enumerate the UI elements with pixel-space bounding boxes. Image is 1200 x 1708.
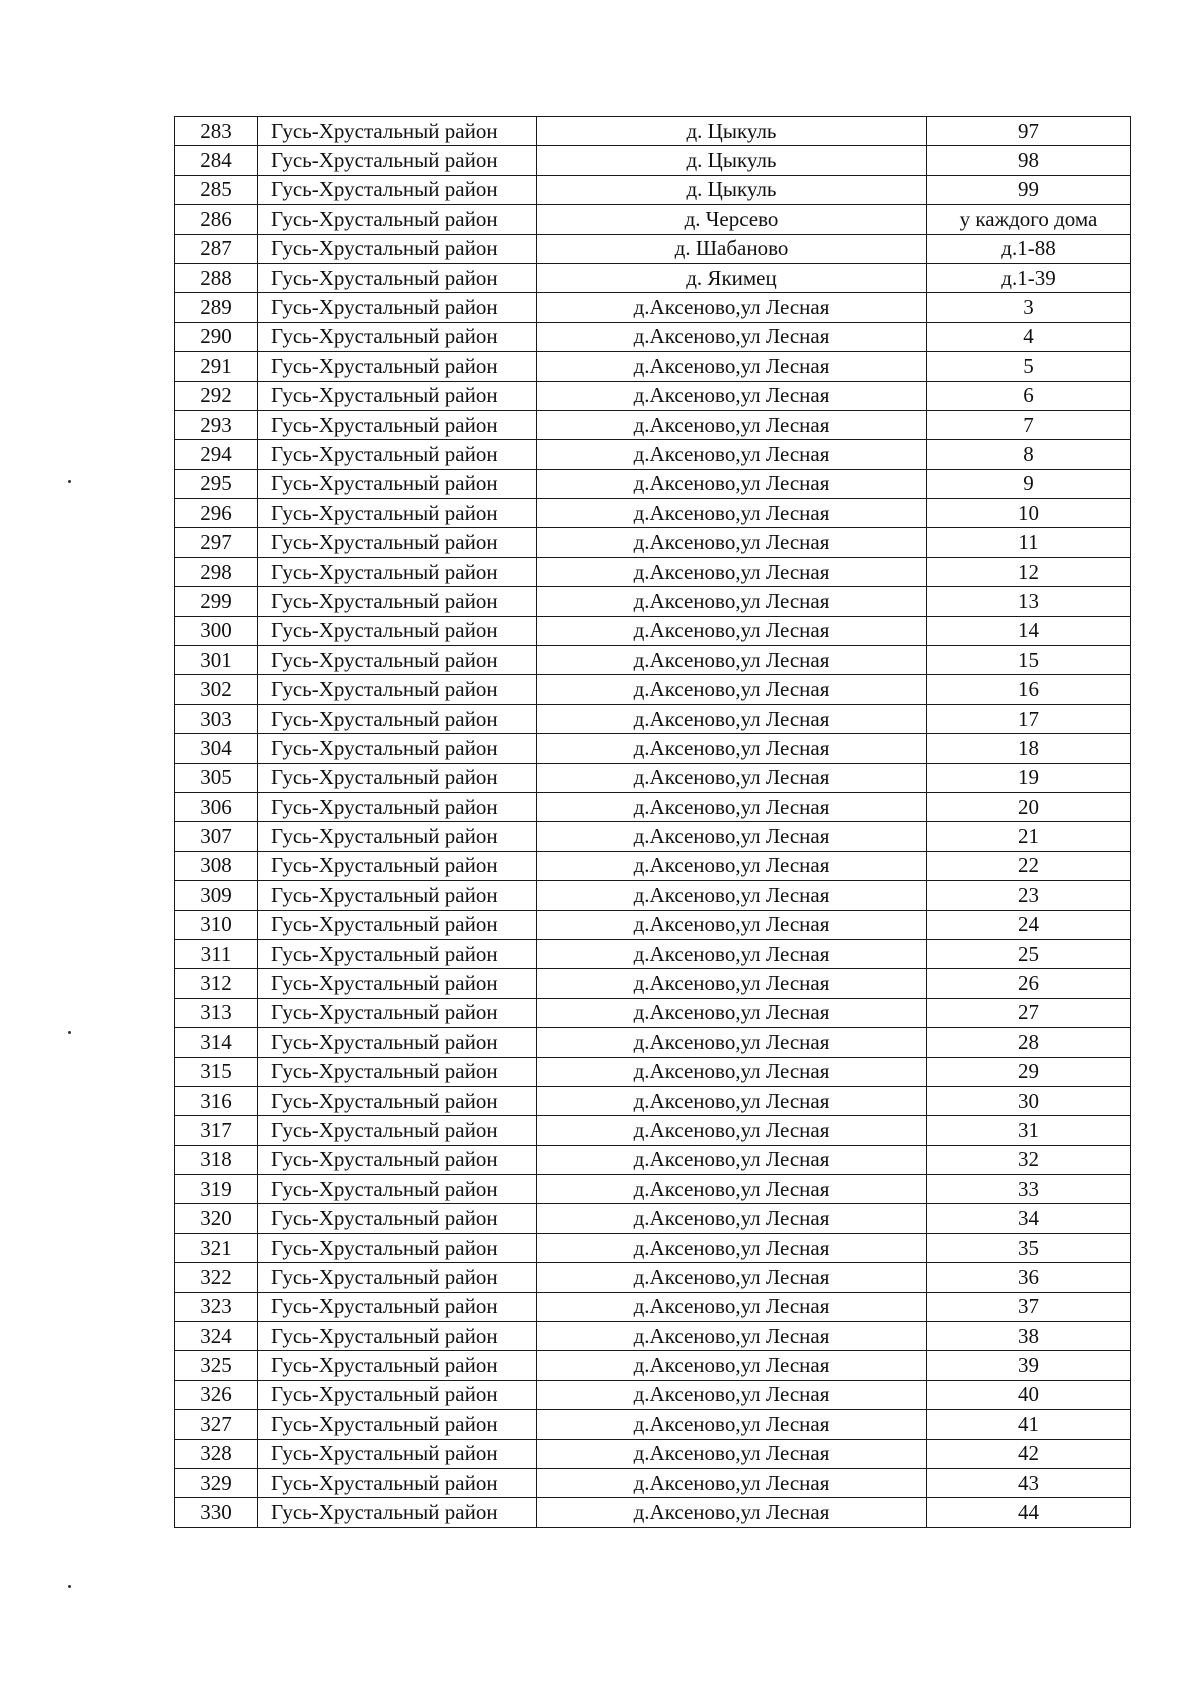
- row-number-cell: 315: [175, 1057, 258, 1086]
- row-number-cell: 305: [175, 763, 258, 792]
- house-number-cell: 13: [927, 587, 1131, 616]
- house-number-cell: 9: [927, 469, 1131, 498]
- table-row: [175, 263, 1131, 292]
- house-number-cell: 3: [927, 293, 1131, 322]
- locality-cell: д.Аксеново,ул Лесная: [537, 616, 927, 645]
- row-number-cell: 287: [175, 234, 258, 263]
- row-number-cell: 317: [175, 1116, 258, 1145]
- locality-cell: д.Аксеново,ул Лесная: [537, 939, 927, 968]
- house-number-cell: 43: [927, 1468, 1131, 1497]
- row-number-cell: 313: [175, 998, 258, 1027]
- table-row: [175, 1175, 1131, 1204]
- row-number-cell: 311: [175, 939, 258, 968]
- district-cell: Гусь-Хрустальный район: [258, 440, 537, 469]
- locality-cell: д. Цыкуль: [537, 146, 927, 175]
- locality-cell: д.Аксеново,ул Лесная: [537, 998, 927, 1027]
- locality-cell: д.Аксеново,ул Лесная: [537, 851, 927, 880]
- locality-cell: д.Аксеново,ул Лесная: [537, 675, 927, 704]
- locality-cell: д.Аксеново,ул Лесная: [537, 1498, 927, 1527]
- house-number-cell: 37: [927, 1292, 1131, 1321]
- district-cell: Гусь-Хрустальный район: [258, 469, 537, 498]
- table-row: [175, 146, 1131, 175]
- house-number-cell: 6: [927, 381, 1131, 410]
- table-row: [175, 1086, 1131, 1115]
- district-cell: Гусь-Хрустальный район: [258, 675, 537, 704]
- row-number-cell: 294: [175, 440, 258, 469]
- locality-cell: д.Аксеново,ул Лесная: [537, 1322, 927, 1351]
- district-cell: Гусь-Хрустальный район: [258, 1292, 537, 1321]
- locality-cell: д.Аксеново,ул Лесная: [537, 499, 927, 528]
- table-row: [175, 1145, 1131, 1174]
- locality-cell: д.Аксеново,ул Лесная: [537, 322, 927, 351]
- house-number-cell: 16: [927, 675, 1131, 704]
- table-row: [175, 322, 1131, 351]
- row-number-cell: 316: [175, 1086, 258, 1115]
- district-cell: Гусь-Хрустальный район: [258, 646, 537, 675]
- district-cell: Гусь-Хрустальный район: [258, 117, 537, 146]
- row-number-cell: 319: [175, 1175, 258, 1204]
- row-number-cell: 300: [175, 616, 258, 645]
- locality-cell: д. Цыкуль: [537, 175, 927, 204]
- house-number-cell: 31: [927, 1116, 1131, 1145]
- table-row: [175, 1292, 1131, 1321]
- locality-cell: д.Аксеново,ул Лесная: [537, 969, 927, 998]
- table-row: [175, 1468, 1131, 1497]
- locality-cell: д.Аксеново,ул Лесная: [537, 1233, 927, 1262]
- district-cell: Гусь-Хрустальный район: [258, 1145, 537, 1174]
- row-number-cell: 329: [175, 1468, 258, 1497]
- locality-cell: д.Аксеново,ул Лесная: [537, 557, 927, 586]
- house-number-cell: 28: [927, 1028, 1131, 1057]
- locality-cell: д.Аксеново,ул Лесная: [537, 440, 927, 469]
- row-number-cell: 327: [175, 1410, 258, 1439]
- table-row: [175, 440, 1131, 469]
- locality-cell: д.Аксеново,ул Лесная: [537, 1057, 927, 1086]
- row-number-cell: 293: [175, 410, 258, 439]
- table-row: [175, 1028, 1131, 1057]
- house-number-cell: 99: [927, 175, 1131, 204]
- locality-cell: д.Аксеново,ул Лесная: [537, 881, 927, 910]
- district-cell: Гусь-Хрустальный район: [258, 704, 537, 733]
- house-number-cell: 17: [927, 704, 1131, 733]
- district-cell: Гусь-Хрустальный район: [258, 1410, 537, 1439]
- district-cell: Гусь-Хрустальный район: [258, 998, 537, 1027]
- row-number-cell: 324: [175, 1322, 258, 1351]
- table-row: [175, 117, 1131, 146]
- district-cell: Гусь-Хрустальный район: [258, 499, 537, 528]
- district-cell: Гусь-Хрустальный район: [258, 1233, 537, 1262]
- house-number-cell: 25: [927, 939, 1131, 968]
- locality-cell: д.Аксеново,ул Лесная: [537, 469, 927, 498]
- district-cell: Гусь-Хрустальный район: [258, 910, 537, 939]
- table-row: [175, 557, 1131, 586]
- district-cell: Гусь-Хрустальный район: [258, 1439, 537, 1468]
- house-number-cell: 98: [927, 146, 1131, 175]
- table-row: [175, 1439, 1131, 1468]
- address-table-body: [175, 117, 1131, 1528]
- district-cell: Гусь-Хрустальный район: [258, 410, 537, 439]
- table-row: [175, 763, 1131, 792]
- house-number-cell: 97: [927, 117, 1131, 146]
- district-cell: Гусь-Хрустальный район: [258, 969, 537, 998]
- district-cell: Гусь-Хрустальный район: [258, 234, 537, 263]
- table-row: [175, 969, 1131, 998]
- row-number-cell: 303: [175, 704, 258, 733]
- house-number-cell: 14: [927, 616, 1131, 645]
- scan-speck: [68, 1031, 71, 1034]
- row-number-cell: 288: [175, 263, 258, 292]
- locality-cell: д.Аксеново,ул Лесная: [537, 1351, 927, 1380]
- district-cell: Гусь-Хрустальный район: [258, 1498, 537, 1527]
- district-cell: Гусь-Хрустальный район: [258, 1468, 537, 1497]
- district-cell: Гусь-Хрустальный район: [258, 322, 537, 351]
- row-number-cell: 285: [175, 175, 258, 204]
- row-number-cell: 322: [175, 1263, 258, 1292]
- house-number-cell: 18: [927, 734, 1131, 763]
- house-number-cell: 35: [927, 1233, 1131, 1262]
- district-cell: Гусь-Хрустальный район: [258, 1175, 537, 1204]
- table-row: [175, 1351, 1131, 1380]
- house-number-cell: 11: [927, 528, 1131, 557]
- house-number-cell: 34: [927, 1204, 1131, 1233]
- row-number-cell: 290: [175, 322, 258, 351]
- table-row: [175, 1380, 1131, 1409]
- locality-cell: д.Аксеново,ул Лесная: [537, 1468, 927, 1497]
- row-number-cell: 323: [175, 1292, 258, 1321]
- house-number-cell: 12: [927, 557, 1131, 586]
- district-cell: Гусь-Хрустальный район: [258, 263, 537, 292]
- locality-cell: д.Аксеново,ул Лесная: [537, 1439, 927, 1468]
- table-row: [175, 352, 1131, 381]
- row-number-cell: 283: [175, 117, 258, 146]
- table-row: [175, 851, 1131, 880]
- table-row: [175, 616, 1131, 645]
- district-cell: Гусь-Хрустальный район: [258, 1263, 537, 1292]
- locality-cell: д.Аксеново,ул Лесная: [537, 528, 927, 557]
- table-row: [175, 175, 1131, 204]
- table-row: [175, 381, 1131, 410]
- locality-cell: д.Аксеново,ул Лесная: [537, 381, 927, 410]
- table-row: [175, 587, 1131, 616]
- district-cell: Гусь-Хрустальный район: [258, 822, 537, 851]
- row-number-cell: 291: [175, 352, 258, 381]
- row-number-cell: 301: [175, 646, 258, 675]
- table-row: [175, 1204, 1131, 1233]
- row-number-cell: 310: [175, 910, 258, 939]
- locality-cell: д.Аксеново,ул Лесная: [537, 910, 927, 939]
- address-table: [174, 116, 1131, 1528]
- house-number-cell: 4: [927, 322, 1131, 351]
- row-number-cell: 325: [175, 1351, 258, 1380]
- house-number-cell: 41: [927, 1410, 1131, 1439]
- locality-cell: д.Аксеново,ул Лесная: [537, 1263, 927, 1292]
- house-number-cell: 10: [927, 499, 1131, 528]
- table-row: [175, 822, 1131, 851]
- table-row: [175, 881, 1131, 910]
- row-number-cell: 297: [175, 528, 258, 557]
- locality-cell: д.Аксеново,ул Лесная: [537, 1028, 927, 1057]
- row-number-cell: 292: [175, 381, 258, 410]
- house-number-cell: д.1-39: [927, 263, 1131, 292]
- house-number-cell: 8: [927, 440, 1131, 469]
- house-number-cell: 30: [927, 1086, 1131, 1115]
- district-cell: Гусь-Хрустальный район: [258, 557, 537, 586]
- house-number-cell: 38: [927, 1322, 1131, 1351]
- district-cell: Гусь-Хрустальный район: [258, 1380, 537, 1409]
- house-number-cell: 20: [927, 792, 1131, 821]
- district-cell: Гусь-Хрустальный район: [258, 939, 537, 968]
- locality-cell: д.Аксеново,ул Лесная: [537, 1116, 927, 1145]
- row-number-cell: 309: [175, 881, 258, 910]
- locality-cell: д. Шабаново: [537, 234, 927, 263]
- locality-cell: д.Аксеново,ул Лесная: [537, 1175, 927, 1204]
- district-cell: Гусь-Хрустальный район: [258, 616, 537, 645]
- district-cell: Гусь-Хрустальный район: [258, 175, 537, 204]
- row-number-cell: 308: [175, 851, 258, 880]
- locality-cell: д.Аксеново,ул Лесная: [537, 763, 927, 792]
- house-number-cell: 26: [927, 969, 1131, 998]
- district-cell: Гусь-Хрустальный район: [258, 587, 537, 616]
- district-cell: Гусь-Хрустальный район: [258, 528, 537, 557]
- locality-cell: д.Аксеново,ул Лесная: [537, 1380, 927, 1409]
- locality-cell: д. Цыкуль: [537, 117, 927, 146]
- house-number-cell: 40: [927, 1380, 1131, 1409]
- locality-cell: д.Аксеново,ул Лесная: [537, 646, 927, 675]
- table-row: [175, 675, 1131, 704]
- locality-cell: д.Аксеново,ул Лесная: [537, 1145, 927, 1174]
- table-row: [175, 410, 1131, 439]
- table-row: [175, 1057, 1131, 1086]
- house-number-cell: 23: [927, 881, 1131, 910]
- locality-cell: д.Аксеново,ул Лесная: [537, 587, 927, 616]
- row-number-cell: 307: [175, 822, 258, 851]
- district-cell: Гусь-Хрустальный район: [258, 352, 537, 381]
- row-number-cell: 320: [175, 1204, 258, 1233]
- row-number-cell: 289: [175, 293, 258, 322]
- table-row: [175, 499, 1131, 528]
- district-cell: Гусь-Хрустальный район: [258, 1116, 537, 1145]
- table-row: [175, 734, 1131, 763]
- row-number-cell: 299: [175, 587, 258, 616]
- district-cell: Гусь-Хрустальный район: [258, 851, 537, 880]
- district-cell: Гусь-Хрустальный район: [258, 1028, 537, 1057]
- district-cell: Гусь-Хрустальный район: [258, 293, 537, 322]
- row-number-cell: 326: [175, 1380, 258, 1409]
- table-row: [175, 910, 1131, 939]
- district-cell: Гусь-Хрустальный район: [258, 881, 537, 910]
- house-number-cell: 27: [927, 998, 1131, 1027]
- locality-cell: д.Аксеново,ул Лесная: [537, 734, 927, 763]
- row-number-cell: 318: [175, 1145, 258, 1174]
- table-row: [175, 1263, 1131, 1292]
- row-number-cell: 314: [175, 1028, 258, 1057]
- row-number-cell: 306: [175, 792, 258, 821]
- locality-cell: д.Аксеново,ул Лесная: [537, 410, 927, 439]
- row-number-cell: 330: [175, 1498, 258, 1527]
- locality-cell: д.Аксеново,ул Лесная: [537, 352, 927, 381]
- house-number-cell: у каждого дома: [927, 205, 1131, 234]
- row-number-cell: 302: [175, 675, 258, 704]
- table-row: [175, 1410, 1131, 1439]
- district-cell: Гусь-Хрустальный район: [258, 205, 537, 234]
- row-number-cell: 304: [175, 734, 258, 763]
- house-number-cell: 44: [927, 1498, 1131, 1527]
- house-number-cell: 7: [927, 410, 1131, 439]
- scan-speck: [68, 1585, 71, 1588]
- house-number-cell: 24: [927, 910, 1131, 939]
- row-number-cell: 295: [175, 469, 258, 498]
- district-cell: Гусь-Хрустальный район: [258, 734, 537, 763]
- locality-cell: д.Аксеново,ул Лесная: [537, 792, 927, 821]
- house-number-cell: 15: [927, 646, 1131, 675]
- district-cell: Гусь-Хрустальный район: [258, 1322, 537, 1351]
- locality-cell: д.Аксеново,ул Лесная: [537, 704, 927, 733]
- house-number-cell: 22: [927, 851, 1131, 880]
- row-number-cell: 312: [175, 969, 258, 998]
- scan-speck: [68, 480, 71, 483]
- table-row: [175, 792, 1131, 821]
- house-number-cell: 19: [927, 763, 1131, 792]
- locality-cell: д. Черсево: [537, 205, 927, 234]
- table-row: [175, 1322, 1131, 1351]
- district-cell: Гусь-Хрустальный район: [258, 1351, 537, 1380]
- house-number-cell: 36: [927, 1263, 1131, 1292]
- locality-cell: д.Аксеново,ул Лесная: [537, 293, 927, 322]
- locality-cell: д.Аксеново,ул Лесная: [537, 1204, 927, 1233]
- table-row: [175, 646, 1131, 675]
- table-row: [175, 939, 1131, 968]
- row-number-cell: 284: [175, 146, 258, 175]
- table-row: [175, 205, 1131, 234]
- table-row: [175, 1233, 1131, 1262]
- district-cell: Гусь-Хрустальный район: [258, 1204, 537, 1233]
- district-cell: Гусь-Хрустальный район: [258, 763, 537, 792]
- house-number-cell: 33: [927, 1175, 1131, 1204]
- locality-cell: д.Аксеново,ул Лесная: [537, 822, 927, 851]
- row-number-cell: 321: [175, 1233, 258, 1262]
- house-number-cell: 5: [927, 352, 1131, 381]
- house-number-cell: 29: [927, 1057, 1131, 1086]
- district-cell: Гусь-Хрустальный район: [258, 1057, 537, 1086]
- row-number-cell: 286: [175, 205, 258, 234]
- table-row: [175, 704, 1131, 733]
- locality-cell: д.Аксеново,ул Лесная: [537, 1086, 927, 1115]
- locality-cell: д. Якимец: [537, 263, 927, 292]
- district-cell: Гусь-Хрустальный район: [258, 792, 537, 821]
- table-row: [175, 1498, 1131, 1527]
- district-cell: Гусь-Хрустальный район: [258, 1086, 537, 1115]
- district-cell: Гусь-Хрустальный район: [258, 381, 537, 410]
- house-number-cell: 21: [927, 822, 1131, 851]
- table-row: [175, 1116, 1131, 1145]
- table-row: [175, 469, 1131, 498]
- house-number-cell: д.1-88: [927, 234, 1131, 263]
- house-number-cell: 42: [927, 1439, 1131, 1468]
- locality-cell: д.Аксеново,ул Лесная: [537, 1292, 927, 1321]
- table-row: [175, 234, 1131, 263]
- table-row: [175, 528, 1131, 557]
- house-number-cell: 32: [927, 1145, 1131, 1174]
- locality-cell: д.Аксеново,ул Лесная: [537, 1410, 927, 1439]
- house-number-cell: 39: [927, 1351, 1131, 1380]
- table-row: [175, 293, 1131, 322]
- table-row: [175, 998, 1131, 1027]
- row-number-cell: 296: [175, 499, 258, 528]
- row-number-cell: 328: [175, 1439, 258, 1468]
- district-cell: Гусь-Хрустальный район: [258, 146, 537, 175]
- row-number-cell: 298: [175, 557, 258, 586]
